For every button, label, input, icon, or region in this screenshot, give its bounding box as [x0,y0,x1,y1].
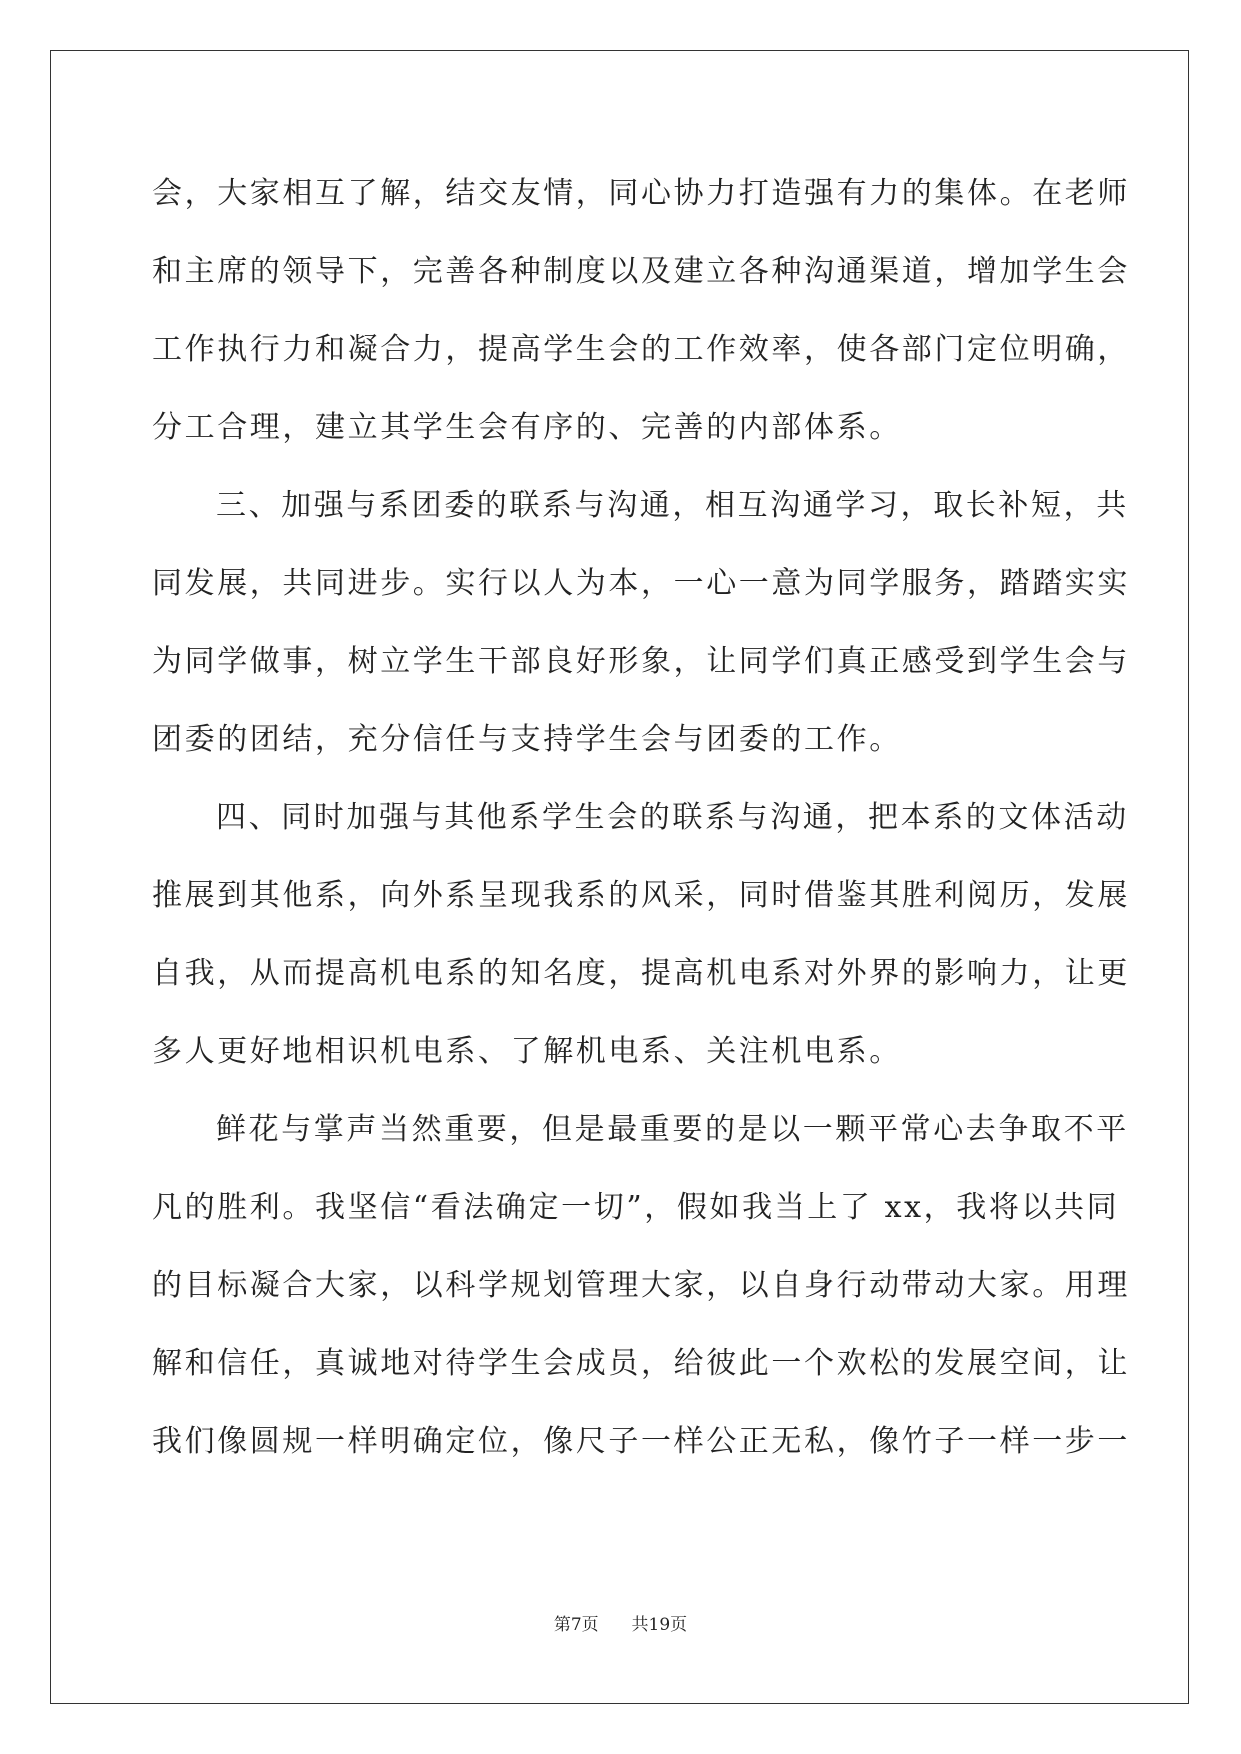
text-line: 会，大家相互了解，结交友情，同心协力打造强有力的集体。在老师 [152,176,1130,211]
page-number: 第7页 [553,1615,599,1635]
text-line: 多人更好地相识机电系、了解机电系、关注机电系。 [152,1034,902,1069]
page-footer [0,1610,1241,1635]
text-line: 凡的胜利。我坚信“看法确定一切”，假如我当上了 xx，我将以共同 [152,1190,1120,1225]
text-line: 分工合理，建立其学生会有序的、完善的内部体系。 [152,410,902,445]
text-line: 和主席的领导下，完善各种制度以及建立各种沟通渠道，增加学生会 [152,254,1130,289]
paragraph-start-line: 鲜花与掌声当然重要，但是最重要的是以一颗平常心去争取不平 [216,1112,1129,1147]
text-line: 工作执行力和凝合力，提高学生会的工作效率，使各部门定位明确， [152,332,1130,367]
text-line: 为同学做事，树立学生干部良好形象，让同学们真正感受到学生会与 [152,644,1130,679]
text-line: 自我，从而提高机电系的知名度，提高机电系对外界的影响力，让更 [152,956,1130,991]
text-line: 我们像圆规一样明确定位，像尺子一样公正无私，像竹子一样一步一 [152,1424,1130,1459]
paragraph-start-line: 四、同时加强与其他系学生会的联系与沟通，把本系的文体活动 [216,800,1129,835]
text-line: 的目标凝合大家，以科学规划管理大家，以自身行动带动大家。用理 [152,1268,1130,1303]
text-line: 解和信任，真诚地对待学生会成员，给彼此一个欢松的发展空间，让 [152,1346,1130,1381]
document-body [152,155,1130,1481]
text-line: 同发展，共同进步。实行以人为本，一心一意为同学服务，踏踏实实 [152,566,1130,601]
total-pages: 共19页 [631,1615,688,1635]
paragraph-start-line: 三、加强与系团委的联系与沟通，相互沟通学习，取长补短，共 [216,488,1129,523]
text-line: 推展到其他系，向外系呈现我系的风采，同时借鉴其胜利阅历，发展 [152,878,1130,913]
text-line: 团委的团结，充分信任与支持学生会与团委的工作。 [152,722,902,757]
